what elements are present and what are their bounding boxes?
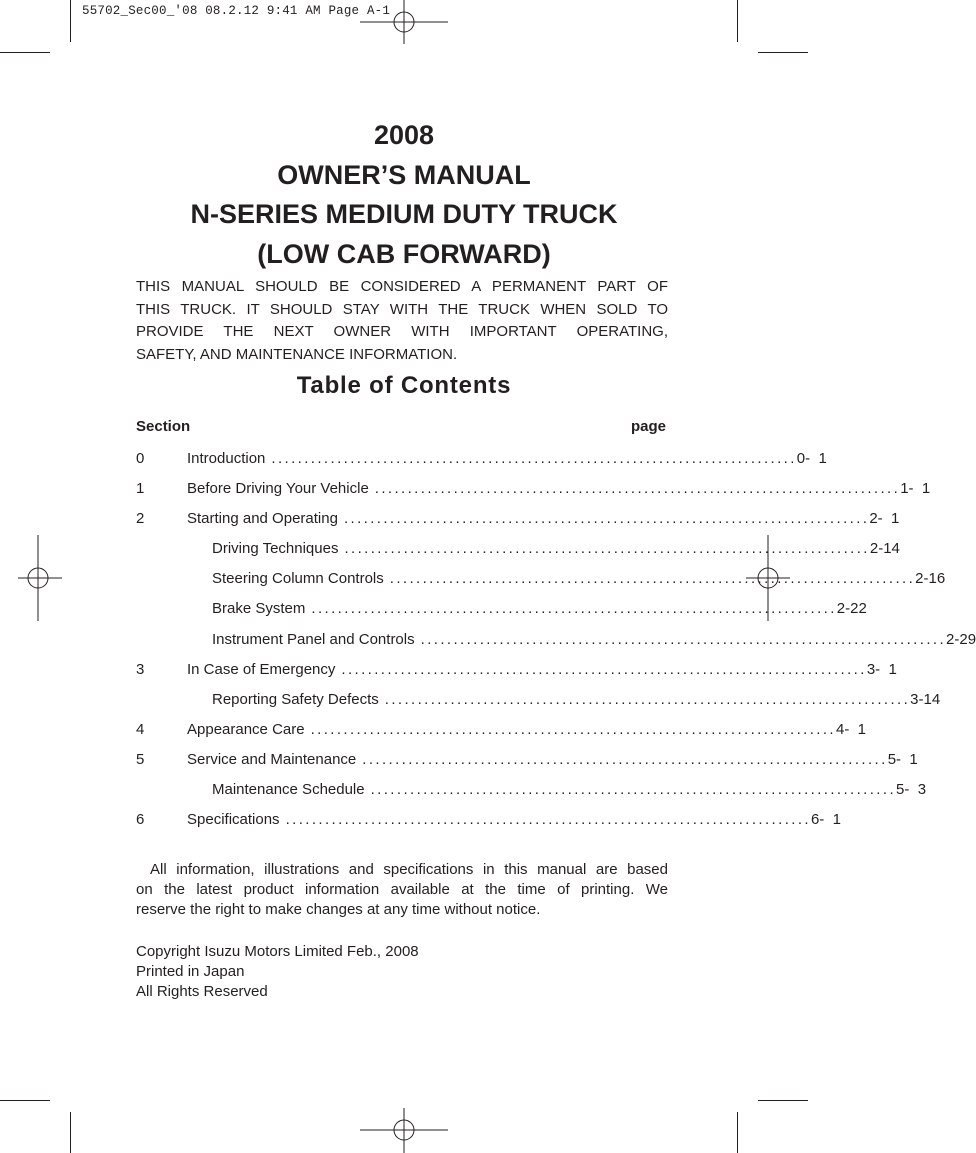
toc-entry-number: 2 (136, 510, 145, 528)
toc-subentry[interactable] (136, 687, 941, 717)
toc-leader-dots: ................................................................................ (310, 720, 836, 738)
toc-entry-number: 4 (136, 720, 145, 738)
notice-line: THIS MANUAL SHOULD BE CONSIDERED A PERMANENT PART OF (136, 278, 668, 295)
toc-entry-label: Service and Maintenance (187, 750, 357, 768)
toc-entry-label: Instrument Panel and Controls (212, 630, 415, 648)
crop-mark-bottom-left-h (0, 1100, 50, 1101)
toc-entry-label: Brake System (212, 600, 306, 618)
toc-entry[interactable] (136, 506, 900, 536)
crop-mark-top-right-v (737, 0, 738, 42)
toc-leader-dots: ................................................................................ (271, 450, 797, 467)
toc-entry-page: 2-22 (836, 600, 867, 618)
toc-entry-label: Steering Column Controls (212, 570, 384, 588)
print-slug: 55702_Sec00_'08 08.2.12 9:41 AM Page A-1 (82, 4, 391, 18)
toc-entry-page: 4- 1 (835, 720, 866, 738)
toc-entry-page: 5- 3 (896, 781, 927, 799)
toc-entry-label: Before Driving Your Vehicle (187, 480, 369, 498)
toc-page-header: page (630, 418, 666, 435)
title-year: 2008 (373, 120, 435, 150)
toc-entry-number: 0 (136, 450, 145, 467)
toc-leader-dots: ................................................................................ (389, 570, 916, 588)
crop-mark-bottom-right-v (737, 1112, 738, 1153)
toc-entry-label: Specifications (187, 811, 280, 829)
toc-leader-dots: ................................................................................ (370, 781, 897, 799)
toc-entry-page: 6- 1 (810, 811, 841, 829)
toc-entry-label: In Case of Emergency (187, 660, 336, 678)
toc-subentry[interactable] (136, 536, 900, 566)
toc-section-header: Section (136, 418, 191, 435)
toc-entry[interactable] (136, 807, 841, 837)
title-line-2: N-SERIES MEDIUM DUTY TRUCK (190, 199, 618, 229)
notice-line: SAFETY, AND MAINTENANCE INFORMATION. (136, 345, 458, 363)
toc-entry-page: 2-16 (915, 570, 946, 588)
toc-entry[interactable] (136, 657, 897, 687)
toc-subentry[interactable] (136, 566, 946, 596)
crop-mark-top-left-h (0, 52, 50, 53)
toc-leader-dots: ................................................................................ (384, 690, 911, 708)
toc-entry-page: 3-14 (910, 690, 941, 708)
toc-entry[interactable] (136, 747, 918, 777)
toc-entry[interactable] (136, 476, 931, 506)
toc-leader-dots: ................................................................................ (285, 811, 811, 829)
rights-line: All Rights Reserved (136, 983, 268, 1000)
registration-mark-top-icon (360, 0, 448, 44)
toc-entry-label: Maintenance Schedule (212, 781, 365, 799)
toc-leader-dots: ................................................................................ (343, 510, 870, 528)
toc-entry-label: Driving Techniques (212, 540, 339, 558)
toc-leader-dots: ................................................................................ (420, 630, 947, 648)
toc-entry[interactable] (136, 446, 827, 476)
toc-entry[interactable] (136, 717, 866, 747)
title-line-3: (LOW CAB FORWARD) (257, 238, 551, 269)
crop-mark-top-left-v (70, 0, 71, 42)
toc-leader-dots: ................................................................................ (374, 480, 901, 498)
toc-leader-dots: ................................................................................ (362, 750, 888, 768)
toc-entry-page: 5- 1 (887, 750, 918, 768)
disclaimer-paragraph (136, 860, 668, 920)
crop-mark-bottom-left-v (70, 1112, 71, 1153)
toc-leader-dots: ................................................................................ (311, 600, 837, 618)
printed-in-line: Printed in Japan (136, 963, 245, 980)
permanent-part-notice (136, 276, 668, 366)
toc-header (136, 418, 666, 435)
toc-leader-dots: ................................................................................ (344, 540, 870, 558)
toc-entry-number: 3 (136, 660, 145, 678)
toc-entry-number: 6 (136, 811, 145, 829)
toc-leader-dots: ................................................................................ (341, 660, 867, 678)
registration-mark-bottom-icon (360, 1108, 448, 1153)
toc-list (136, 446, 976, 837)
toc-title: Table of Contents (296, 372, 512, 399)
disclaimer-line: on the latest product information available at the time of printing. We (136, 881, 668, 898)
title-line-1: OWNER’S MANUAL (277, 159, 531, 190)
disclaimer-line: All information, illustrations and specifications in this manual are based (150, 861, 668, 878)
toc-entry-page: 2-14 (869, 540, 900, 558)
toc-entry-label: Appearance Care (187, 720, 305, 738)
notice-line: THIS TRUCK. IT SHOULD STAY WITH THE TRUCK WHEN SOLD TO (136, 300, 668, 318)
toc-entry-page: 1- 1 (900, 480, 931, 498)
registration-mark-left-icon (18, 535, 62, 621)
toc-entry-label: Introduction (187, 450, 266, 467)
crop-mark-top-right-h (758, 52, 808, 53)
title-block (0, 116, 808, 274)
toc-subentry[interactable] (136, 777, 927, 807)
copyright-block (136, 942, 419, 1002)
toc-entry-label: Reporting Safety Defects (212, 690, 379, 708)
crop-mark-bottom-right-h (758, 1100, 808, 1101)
toc-entry-page: 0- 1 (796, 450, 827, 467)
copyright-line: Copyright Isuzu Motors Limited Feb., 2008 (136, 943, 419, 960)
toc-entry-number: 5 (136, 750, 145, 768)
toc-subentry[interactable] (136, 596, 867, 626)
toc-subentry[interactable] (136, 627, 976, 657)
notice-line: PROVIDE THE NEXT OWNER WITH IMPORTANT OPERATING, (136, 323, 668, 340)
toc-entry-page: 2- 1 (869, 510, 900, 528)
disclaimer-line: reserve the right to make changes at any time without notice. (136, 901, 541, 918)
toc-entry-label: Starting and Operating (187, 510, 338, 528)
toc-entry-page: 2-29 (946, 630, 976, 648)
toc-entry-number: 1 (136, 480, 145, 498)
toc-entry-page: 3- 1 (866, 660, 897, 678)
